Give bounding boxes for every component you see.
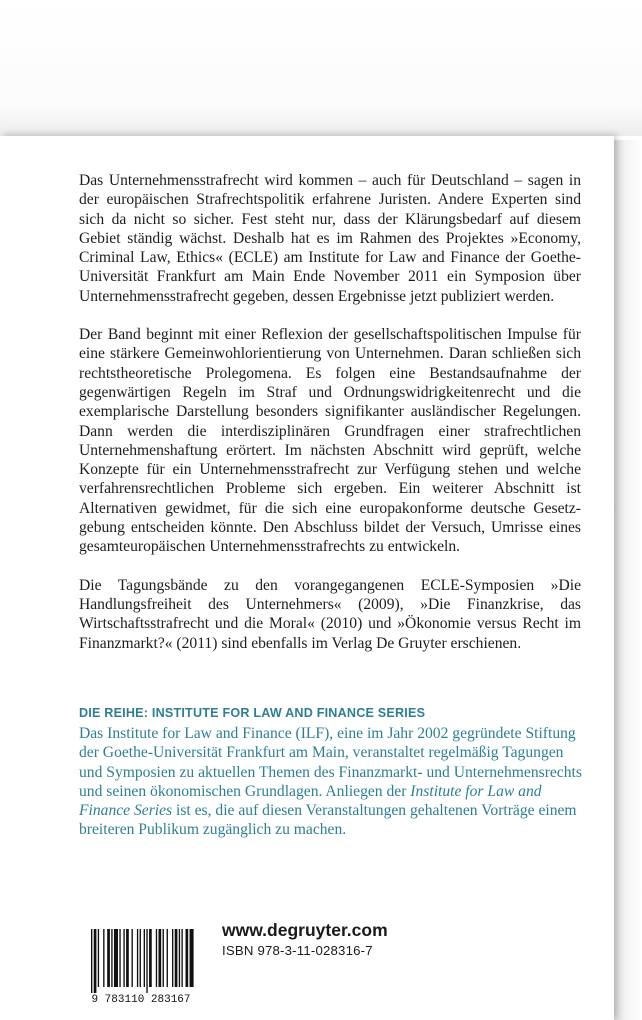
barcode-bar <box>172 929 173 987</box>
barcode-bar <box>167 929 168 987</box>
blurb-paragraph-3: Die Tagungsbände zu den vorangegangenen ECLE-Symposien »Die Handlungsfreiheit des Unternehmers« (2009), »Die Finanzkrise, das Wirtschaftsstrafrecht und die Moral« (2010) und »Ökonomie versus Recht im Finanzmarkt?« (2011) sind ebenfalls im Verlag De Gruyter erschienen. <box>79 576 581 652</box>
blurb-paragraph-2: Der Band beginnt mit einer Reflexion der gesellschaftspolitischen Impulse für eine stärkere Gemeinwohlorientierung von Unternehmen. Daran schließen sich rechtstheoretische Prolegomena. Es folgen eine Bestandsaufnahme der gegenwärtigen Regeln im Straf und Ordnungswidrigkeitenrecht und die exemplarische Darstellung besonders signifikanter ausländischer Regelungen. Dann werden die interdisziplinären Grundfragen einer strafrechtlichen Unternehmenshaftung erörtert. Im nächsten Abschnitt wird geprüft, welche Konzepte für ein Unternehmensstrafrecht zur Verfügung stehen und welche verfahrensrechtlichen Probleme sich ergeben. Ein weiterer Abschnitt ist Alternativen gewidmet, für die sich eine europakonforme deutsche Gesetzgebung entscheiden könnte. Den Abschluss bildet der Versuch, Umrisse eines gesamteuropäischen Unternehmensstrafrechts zu entwickeln. <box>79 326 581 556</box>
series-text-start: Das Institute for Law and Finance (ILF), eine im Jahr 2002 gegründete Stiftung der Goethe-Universität Frankfurt am Main, veranstaltet regelmäßig Tagungen und Symposien zu aktuellen Themen des Finanzmarkt- und Unternehmensrechts und seinen ökonomischen Grundlagen. Anliegen der <box>79 725 582 800</box>
barcode-bar <box>91 929 92 993</box>
barcode-bar <box>146 929 147 993</box>
barcode-bar <box>156 929 157 987</box>
barcode-bar <box>144 929 145 987</box>
barcode-bar <box>114 929 118 987</box>
barcode-bar <box>179 929 180 987</box>
barcode-digits: 9 783110 283167 <box>91 994 191 1004</box>
barcode-bar <box>137 929 138 987</box>
series-section <box>79 705 589 840</box>
barcode-bar <box>123 929 124 987</box>
publisher-url: www.degruyter.com <box>222 920 388 940</box>
barcode-bar <box>94 929 97 993</box>
series-description <box>79 724 589 840</box>
barcode-bar <box>119 929 120 987</box>
isbn-barcode <box>85 927 197 1004</box>
barcode-bar <box>175 929 178 987</box>
barcode-bar <box>181 929 182 987</box>
series-heading: DIE REIHE: INSTITUTE FOR LAW AND FINANCE SERIES <box>79 706 426 720</box>
barcode-bar <box>190 929 194 987</box>
blurb-paragraph-1: Das Unternehmensstrafrecht wird kommen – auch für Deutschland – sagen in der europäischen Strafrechtspolitik erfahrene Juristen. Andere Experten sind sich da nicht so sicher. Fest steht nur, dass der Klärungsbedarf auf diesem Gebiet ständig wächst. Deshalb hat es im Rahmen des Projektes »Economy, Criminal Law, Ethics« (ECLE) am Institute for Law and Finance der Goethe-Universität Frankfurt am Main Ende November 2011 ein Symposion über Unternehmensstrafrecht gegeben, dessen Ergebnisse jetzt publiziert werden. <box>79 172 581 305</box>
barcode-bar <box>163 929 164 987</box>
book-side-edge <box>614 140 642 1020</box>
series-title-italic: Institute for Law and Finance Series <box>79 782 542 820</box>
barcode-bar <box>140 929 141 987</box>
barcode-bars <box>91 929 194 993</box>
barcode-bar <box>103 929 104 987</box>
series-text-end: ist es, die auf diesen Veranstaltungen gehaltenen Vorträge einem breiteren Publikum zugänglich zu machen. <box>79 802 577 839</box>
barcode-bar <box>111 929 112 987</box>
barcode-bar <box>132 929 133 987</box>
barcode-bar <box>126 929 129 987</box>
barcode-bar <box>107 929 110 987</box>
background-shadow <box>0 0 642 136</box>
barcode-bar <box>98 929 99 987</box>
isbn-number: ISBN 978-3-11-028316-7 <box>222 943 373 958</box>
barcode-bar <box>149 929 152 987</box>
barcode-bar <box>186 929 189 987</box>
blurb-text <box>79 171 581 672</box>
barcode-bar <box>159 929 162 987</box>
